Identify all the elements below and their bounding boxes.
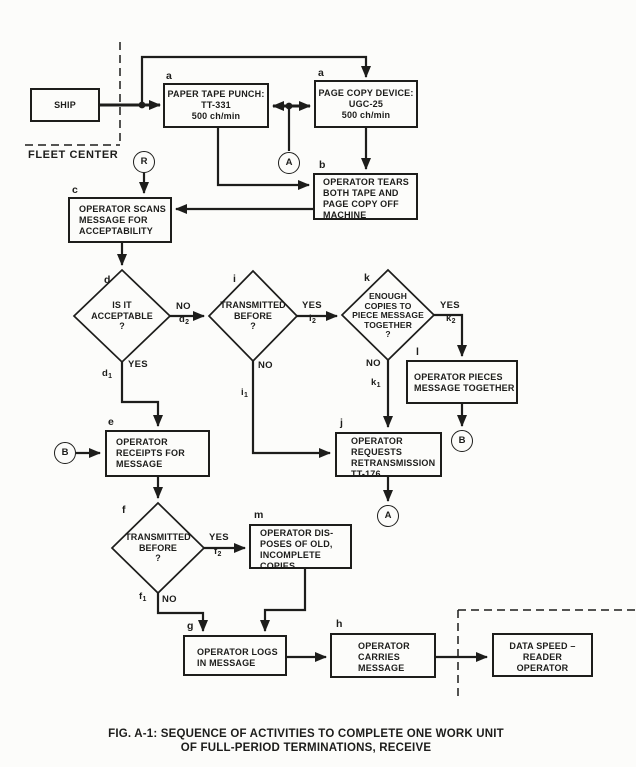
node-text-line: ? [385, 329, 391, 340]
branch-label-k-no: NO [366, 358, 381, 369]
node-text-line: IN MESSAGE [197, 658, 256, 668]
node-tag-e: e [108, 416, 114, 428]
node-tag-a-punch: a [166, 70, 172, 82]
connector-circle-r: R [133, 151, 155, 173]
node-text-line: TOGETHER [364, 319, 412, 330]
node-text-line: OPERATOR [516, 663, 569, 673]
node-text-line: ACCEPTABILITY [79, 226, 153, 236]
node-text-line: ENOUGH [369, 291, 407, 301]
node-text-line: PAGE COPY DEVICE: [318, 88, 414, 98]
branch-label-k-yes: YES [440, 300, 460, 311]
node-text-line: OPERATOR [116, 437, 168, 447]
branch-label-f2: $f_2$ [214, 546, 222, 558]
figure-caption-line1: FIG. A-1: SEQUENCE OF ACTIVITIES TO COMPLETE ONE WORK UNIT [108, 728, 504, 740]
node-text-line: TRANSMITTED [125, 532, 191, 542]
connector-circle-b-left: B [54, 442, 76, 464]
decision-k-text [328, 292, 448, 340]
node-tag-c: c [72, 184, 78, 196]
connector-circle-b-right: B [451, 430, 473, 452]
connector-d-yes-to-receipts [122, 362, 158, 426]
node-text-line: ? [119, 321, 125, 331]
node-text-line: OPERATOR PIECES [414, 372, 503, 382]
node-text-line: OPERATOR [351, 436, 403, 446]
node-text-line: PAGE COPY OFF [323, 199, 399, 209]
node-text-line: MACHINE [323, 210, 367, 220]
branch-label-i-no: NO [258, 360, 273, 371]
branch-label-d-yes: YES [128, 359, 148, 370]
node-text-line: POSES OF OLD, [260, 539, 333, 549]
branch-label-f1: $f_1$ [139, 591, 147, 603]
node-tag-i: i [233, 273, 236, 285]
node-tag-l: l [416, 346, 419, 358]
node-text-line: RETRANSMISSION [351, 458, 436, 468]
node-text-line: IS IT [112, 300, 132, 310]
node-text-line: TT-331 [201, 100, 231, 110]
branch-label-i-yes: YES [302, 300, 322, 311]
node-text-line: OPERATOR DIS- [260, 528, 334, 538]
node-text-line: UGC-25 [348, 99, 384, 109]
branch-label-k2: $k_2$ [446, 313, 456, 325]
node-text-line: MESSAGE TOGETHER [414, 383, 515, 393]
node-text-line: BEFORE [233, 310, 273, 321]
node-tag-d: d [104, 274, 111, 286]
connector-circle-a-bottom: A [377, 505, 399, 527]
figure-caption-line2: OF FULL-PERIOD TERMINATIONS, RECEIVE [180, 742, 432, 754]
branch-label-k1: $k_1$ [371, 377, 381, 389]
node-text-line: DATA SPEED – [509, 641, 576, 651]
branch-label-i2: $i_2$ [309, 313, 317, 325]
node-text-line: OPERATOR SCANS [79, 204, 166, 214]
node-text-line: CARRIES [358, 652, 400, 662]
node-operator-carries [330, 633, 436, 678]
node-operator-requests [335, 432, 442, 477]
node-operator-tears [313, 173, 418, 220]
node-ship [30, 88, 100, 122]
node-text-line: 500 ch/min [341, 110, 391, 120]
node-operator-scans [68, 197, 172, 243]
node-text-line: MESSAGE FOR [79, 215, 148, 225]
node-operator-logs [183, 635, 287, 676]
node-text-line: OPERATOR LOGS [197, 647, 278, 657]
node-tag-h: h [336, 618, 343, 630]
node-ship-label: SHIP [54, 100, 76, 110]
node-text-line: MESSAGE [116, 459, 163, 469]
junction-dot-ship-line [139, 102, 146, 109]
node-text-line: COPIES TO [364, 300, 412, 311]
node-text-line: ? [155, 553, 161, 563]
node-text-line: ACCEPTABLE [91, 310, 153, 321]
node-text-line: ? [250, 321, 256, 331]
node-text-line: PIECE MESSAGE [352, 310, 424, 321]
decision-f-text [98, 532, 218, 564]
node-data-speed-reader [492, 633, 593, 677]
node-text-line: OPERATOR [358, 641, 410, 651]
node-tag-f: f [122, 504, 126, 516]
connector-i-no-to-requests [253, 361, 330, 453]
junction-dot-punch-pagecopy [286, 103, 293, 110]
node-text-line: 500 ch/min [191, 111, 241, 121]
node-tag-b: b [319, 159, 326, 171]
decision-i-text [193, 300, 313, 332]
node-tag-k: k [364, 272, 370, 284]
branch-label-f-no: NO [162, 594, 177, 605]
node-operator-disposes [249, 524, 352, 569]
node-operator-receipts [105, 430, 210, 477]
node-text-line: MESSAGE [358, 663, 405, 673]
node-text-line: COPIES [260, 561, 296, 571]
node-operator-pieces [406, 360, 518, 404]
decision-d-text [62, 300, 182, 332]
node-paper-tape-punch [163, 83, 269, 128]
node-page-copy-device [314, 80, 418, 128]
node-text-line: RECEIPTS FOR [116, 448, 185, 458]
node-text-line: PAPER TAPE PUNCH: [167, 89, 265, 99]
connector-circle-a-top: A [278, 152, 300, 174]
figure-caption [0, 727, 612, 755]
node-text-line: INCOMPLETE [260, 550, 322, 560]
node-tag-m: m [254, 509, 264, 521]
branch-label-f-yes: YES [209, 532, 229, 543]
node-text-line: READER [522, 652, 563, 662]
fleet-center-label: FLEET CENTER [28, 149, 119, 161]
branch-label-d2: $d_2$ [179, 314, 190, 326]
branch-label-i1: $i_1$ [241, 387, 249, 399]
node-text-line: OPERATOR TEARS [323, 177, 409, 187]
node-tag-a-pagecopy: a [318, 67, 324, 79]
node-text-line: REQUESTS [351, 447, 403, 457]
node-tag-g: g [187, 620, 194, 632]
node-text-line: BEFORE [138, 542, 178, 553]
node-text-line: TT-176 [351, 469, 381, 479]
node-tag-j: j [340, 417, 343, 429]
connector-disposes-to-logs [265, 569, 305, 631]
branch-label-d1: $d_1$ [102, 368, 113, 380]
branch-label-d-no: NO [176, 301, 191, 312]
node-text-line: TRANSMITTED [220, 300, 286, 310]
node-text-line: BOTH TAPE AND [323, 188, 399, 198]
